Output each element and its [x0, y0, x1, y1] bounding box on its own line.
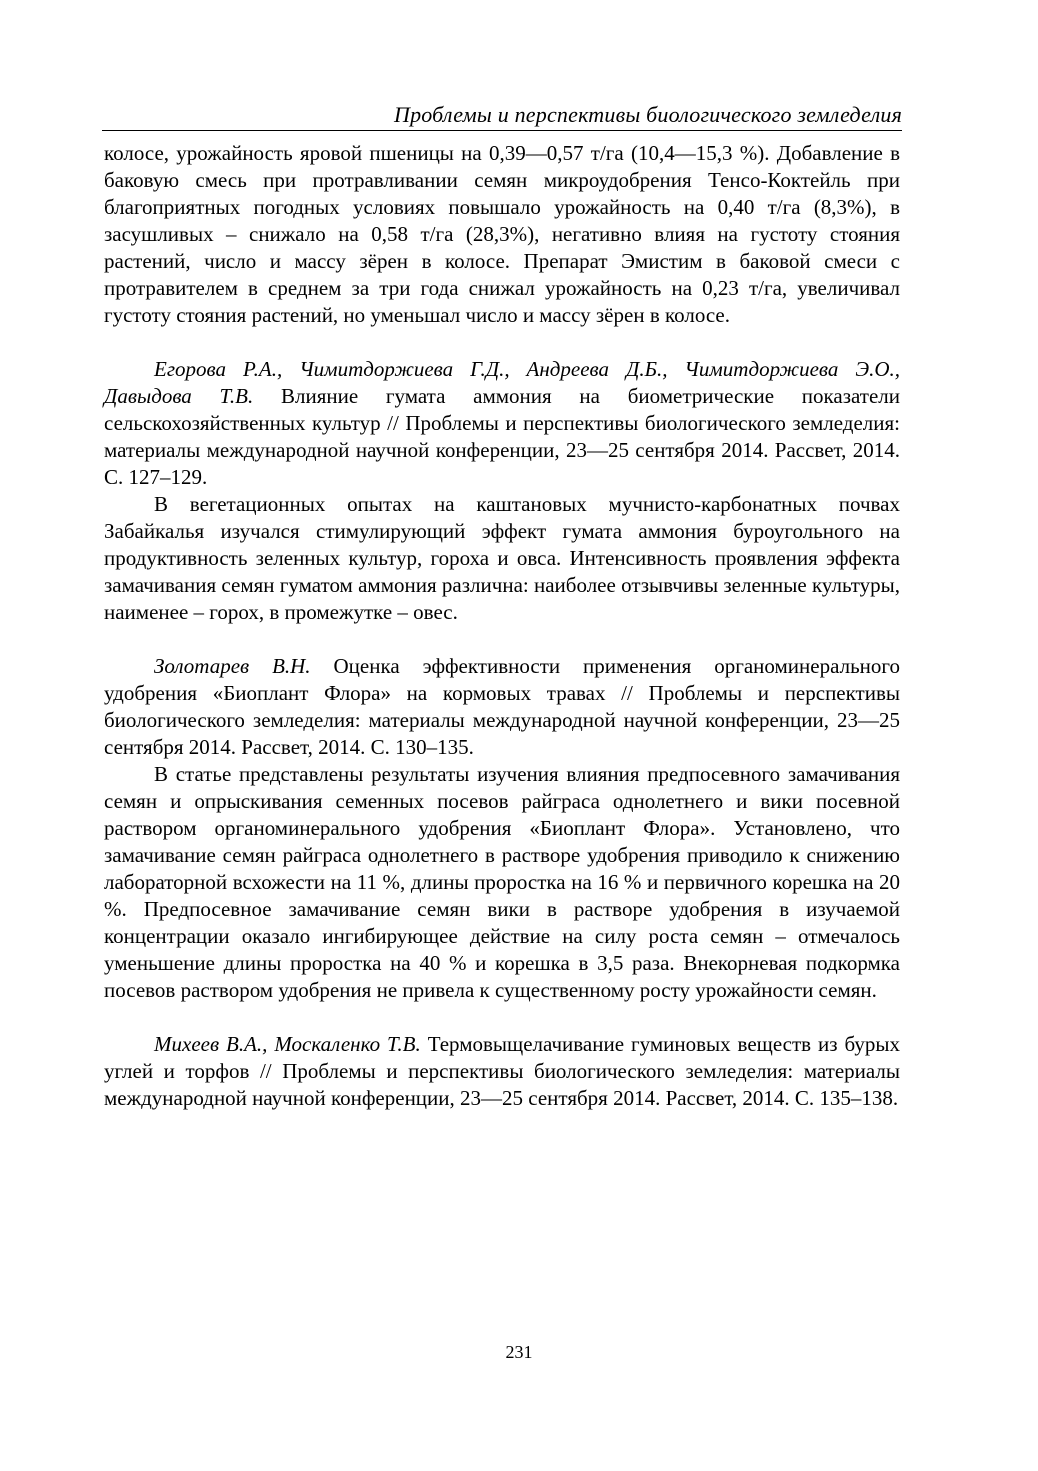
page-body: [104, 140, 900, 1112]
entry-abstract: В статье представлены результаты изучения влияния предпосевного замачивания семян и опрыскивания семенных посевов райграса однолетнего и вики посевной раствором органоминерального удобрения «Биоплант Флора». Установлено, что замачивание семян райграса однолетнего в растворе удобрения приводило к снижению лабораторной всхожести на 11 %, длины проростка на 16 % и первичного корешка на 20 %. Предпосевное замачивание семян вики в растворе удобрения в изучаемой концентрации оказало ингибирующее действие на силу роста семян – отмечалось уменьшение длины проростка на 40 % и корешка в 3,5 раза. Внекорневая подкормка посевов раствором удобрения не привела к существенному росту урожайности семян.: [104, 762, 900, 1002]
entry-authors: Михеев В.А., Москаленко Т.В.: [154, 1032, 421, 1056]
page-number: 231: [505, 1342, 533, 1362]
entry-authors: Егорова Р.А., Чимитдоржиева Г.Д., Андреева Д.Б., Чимитдоржиева Э.О., Давыдова Т.В.: [104, 357, 900, 408]
bibliographic-entry: [104, 653, 900, 761]
section-gap: [104, 1004, 900, 1031]
bibliographic-entry: [104, 1031, 900, 1112]
continuation-paragraph: колосе, урожайность яровой пшеницы на 0,39—0,57 т/га (10,4—15,3 %). Добавление в баковую смесь при протравливании семян микроудобрения Тенсо-Коктейль при благоприятных погодных условиях повышало урожайность на 0,40 т/га (8,3%), в засушливых – снижало на 0,58 т/га (28,3%), негативно влияя на густоту стояния растений, число и массу зёрен в колосе. Препарат Эмистим в баковой смеси с протравителем в среднем за три года снижал урожайность на 0,23 т/га, увеличивал густоту стояния растений, но уменьшал число и массу зёрен в колосе.: [104, 141, 900, 327]
running-header: Проблемы и перспективы биологического земледелия: [102, 100, 902, 131]
section-gap: [104, 329, 900, 356]
section-gap: [104, 626, 900, 653]
entry-citation: Оценка эффективности применения органоминерального удобрения «Биоплант Флора» на кормовых травах // Проблемы и перспективы биологического земледелия: материалы международной научной конференции, 23—25 сентября 2014. Рассвет, 2014. С. 130–135.: [104, 654, 900, 759]
bibliographic-entry: [104, 356, 900, 491]
entry-citation: Термовыщелачивание гуминовых веществ из бурых углей и торфов // Проблемы и перспективы биологического земледелия: материалы международной научной конференции, 23—25 сентября 2014. Рассвет, 2014. С. 135–138.: [104, 1032, 900, 1110]
entry-abstract: В вегетационных опытах на каштановых мучнисто-карбонатных почвах Забайкалья изучался стимулирующий эффект гумата аммония буроугольного на продуктивность зеленных культур, гороха и овса. Интенсивность проявления эффекта замачивания семян гуматом аммония различна: наиболее отзывчивы зеленные культуры, наименее – горох, в промежутке – овес.: [104, 492, 900, 624]
entry-authors: Золотарев В.Н.: [154, 654, 311, 678]
entry-citation: Влияние гумата аммония на биометрические показатели сельскохозяйственных культур // Проблемы и перспективы биологического земледелия: материалы международной научной конференции, 23—25 сентября 2014. Рассвет, 2014. С. 127–129.: [104, 384, 900, 489]
